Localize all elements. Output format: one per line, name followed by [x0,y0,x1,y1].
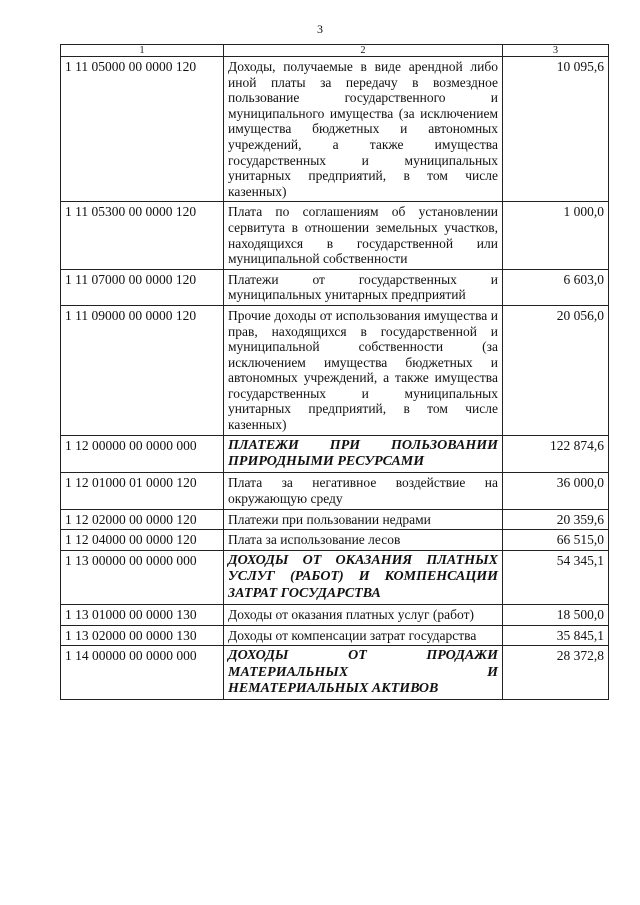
table-row [61,57,609,202]
revenue-amount: 10 095,6 [503,57,609,202]
budget-code: 1 13 02000 00 0000 130 [61,625,224,646]
budget-code: 1 11 05000 00 0000 120 [61,57,224,202]
revenue-amount: 36 000,0 [503,473,609,509]
budget-code: 1 13 00000 00 0000 000 [61,550,224,604]
revenue-description: ДОХОДЫ ОТ ПРОДАЖИ МАТЕРИАЛЬНЫХ И НЕМАТЕРИАЛЬНЫХ АКТИВОВ [224,646,503,700]
budget-code: 1 11 07000 00 0000 120 [61,269,224,305]
column-header-code: 1 [61,45,224,57]
revenue-table [60,44,609,700]
budget-code: 1 12 04000 00 0000 120 [61,530,224,551]
revenue-description: Платежи от государственных и муниципальных унитарных предприятий [224,269,503,305]
table-row [61,646,609,700]
budget-code: 1 11 09000 00 0000 120 [61,305,224,435]
revenue-description: Плата за негативное воздействие на окружающую среду [224,473,503,509]
revenue-description: Плата по соглашениям об установлении сервитута в отношении земельных участков, находящихся в государственной или муниципальной собственности [224,202,503,269]
table-row [61,605,609,626]
column-header-amount: 3 [503,45,609,57]
page-number: 3 [317,22,323,36]
revenue-amount: 1 000,0 [503,202,609,269]
revenue-description: Доходы от компенсации затрат государства [224,625,503,646]
revenue-amount: 6 603,0 [503,269,609,305]
budget-code: 1 12 02000 00 0000 120 [61,509,224,530]
revenue-description: Прочие доходы от использования имущества и прав, находящихся в государственной и муниципальной собственности (за исключением имущества бюджетных и автономных учреждений, а также имущества государственных и муниципальных унитарных предприятий, в том числе казенных) [224,305,503,435]
revenue-amount: 54 345,1 [503,550,609,604]
table-row [61,530,609,551]
revenue-amount: 122 874,6 [503,435,609,473]
revenue-amount: 28 372,8 [503,646,609,700]
table-row [61,625,609,646]
budget-code: 1 13 01000 00 0000 130 [61,605,224,626]
budget-code: 1 12 01000 01 0000 120 [61,473,224,509]
budget-code: 1 14 00000 00 0000 000 [61,646,224,700]
revenue-description: ДОХОДЫ ОТ ОКАЗАНИЯ ПЛАТНЫХ УСЛУГ (РАБОТ) И КОМПЕНСАЦИИ ЗАТРАТ ГОСУДАРСТВА [224,550,503,604]
table-row [61,269,609,305]
revenue-amount: 20 359,6 [503,509,609,530]
revenue-description: Доходы, получаемые в виде арендной либо иной платы за передачу в возмездное пользование государственного и муниципального имущества (за исключением имущества бюджетных и автономных учреждений, а также имущества государственных и муниципальных унитарных предприятий, в том числе казенных) [224,57,503,202]
revenue-amount: 18 500,0 [503,605,609,626]
budget-code: 1 11 05300 00 0000 120 [61,202,224,269]
table-row [61,550,609,604]
revenue-description: Платежи при пользовании недрами [224,509,503,530]
revenue-description: ПЛАТЕЖИ ПРИ ПОЛЬЗОВАНИИ ПРИРОДНЫМИ РЕСУРСАМИ [224,435,503,473]
revenue-description: Доходы от оказания платных услуг (работ) [224,605,503,626]
revenue-amount: 35 845,1 [503,625,609,646]
table-row [61,435,609,473]
table-row [61,305,609,435]
table-row [61,202,609,269]
table-header-row [61,45,609,57]
revenue-amount: 66 515,0 [503,530,609,551]
column-header-description: 2 [224,45,503,57]
table-row [61,509,609,530]
revenue-amount: 20 056,0 [503,305,609,435]
budget-code: 1 12 00000 00 0000 000 [61,435,224,473]
table-row [61,473,609,509]
revenue-description: Плата за использование лесов [224,530,503,551]
